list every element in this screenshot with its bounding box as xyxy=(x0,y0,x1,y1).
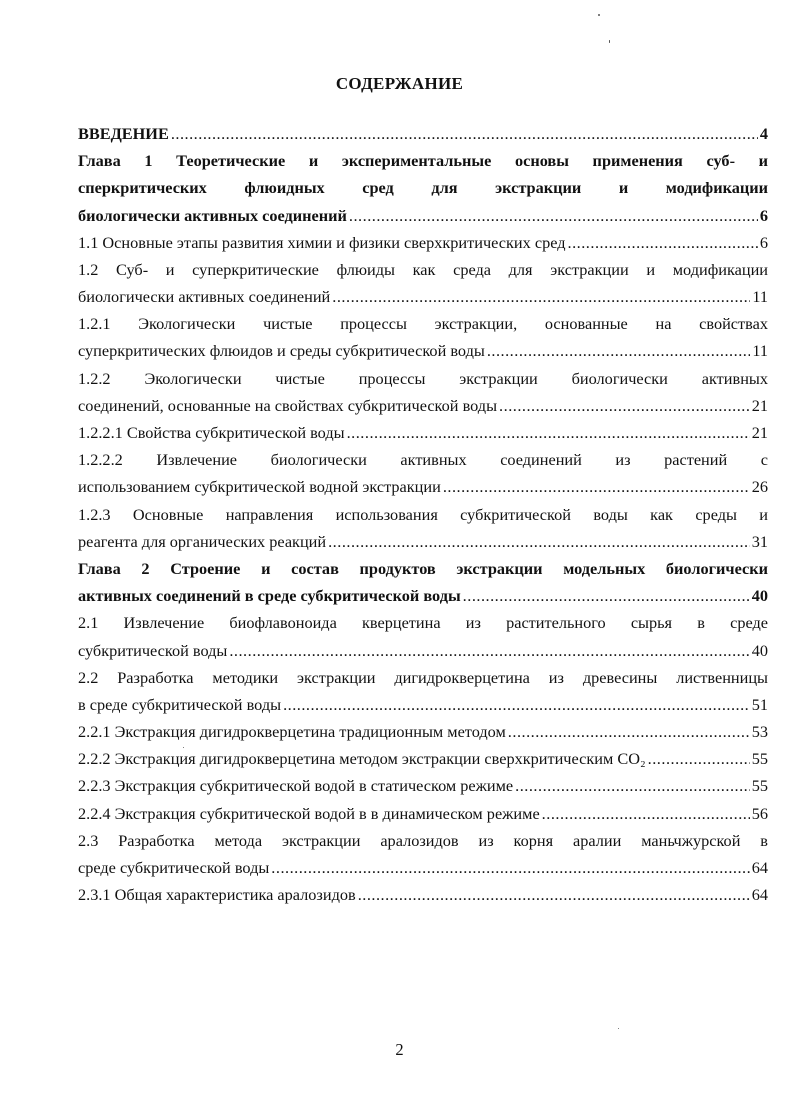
toc-entry-title: реагента для органических реакций xyxy=(78,531,327,551)
dot-leader xyxy=(271,854,749,881)
footer-page-number: 2 xyxy=(395,1040,404,1059)
toc-entry[interactable] xyxy=(78,229,768,256)
toc-entry-title: среде субкритической воды xyxy=(78,858,270,878)
toc-entry-text-line: Глава 2 Строение и состав продуктов экстракции модельных биологически xyxy=(78,559,768,578)
toc-entry-title: 1.2.2.1 Свойства субкритической воды xyxy=(78,423,345,443)
toc-entry-title: ВВЕДЕНИЕ xyxy=(78,123,169,143)
toc-entry[interactable] xyxy=(78,881,768,908)
toc-entry-last-line xyxy=(78,745,768,772)
toc-entry-title: соединений, основанные на свойствах субкритической воды xyxy=(78,395,498,415)
toc-entry-last-line xyxy=(78,419,768,446)
toc-entry-text-line: сперкритических флюидных сред для экстракции и модификации xyxy=(78,178,768,198)
toc-entry-text-line: 2.1 Извлечение биофлавоноида кверцетина из растительного сырья в среде xyxy=(78,613,768,633)
toc-entry[interactable] xyxy=(78,827,768,881)
dot-leader xyxy=(542,800,750,827)
dot-leader xyxy=(328,528,750,555)
toc-entry[interactable] xyxy=(78,745,768,772)
toc-page-number: 40 xyxy=(751,586,768,606)
toc-entry-title: в среде субкритической воды xyxy=(78,694,282,714)
toc-entry-title: активных соединений в среде субкритической воды xyxy=(78,586,461,606)
toc-entry-title: 2.3.1 Общая характеристика аралозидов xyxy=(78,885,356,905)
toc-page-number: 53 xyxy=(751,722,768,742)
toc-entry-last-line xyxy=(78,392,768,419)
toc-entry-text-line: 1.2.2.2 Извлечение биологически активных соединений из растений с xyxy=(78,450,768,470)
toc-entry-last-line xyxy=(78,338,768,365)
scan-speck xyxy=(609,40,610,43)
toc-entry[interactable] xyxy=(78,419,768,446)
toc-entry-title: биологически активных соединений xyxy=(78,287,331,307)
dot-leader xyxy=(358,881,750,908)
toc-entry-text-line: 2.2 Разработка методики экстракции дигидрокверцетина из древесины лиственницы xyxy=(78,667,768,687)
toc-entry-last-line xyxy=(78,800,768,827)
toc-page-number: 21 xyxy=(751,395,768,415)
toc-entry[interactable] xyxy=(78,501,768,555)
table-of-contents xyxy=(78,120,768,908)
toc-entry-title: субкритической воды xyxy=(78,640,228,660)
toc-page-number: 31 xyxy=(751,531,768,551)
toc-entry-title: 2.2.1 Экстракция дигидрокверцетина традиционным методом xyxy=(78,722,506,742)
toc-page-number: 51 xyxy=(751,694,768,714)
toc-entry[interactable] xyxy=(78,664,768,718)
toc-entry-last-line xyxy=(78,283,768,310)
toc-page-number: 40 xyxy=(751,640,768,660)
toc-entry-title: 2.2.3 Экстракция субкритической водой в статическом режиме xyxy=(78,776,514,796)
toc-entry-last-line xyxy=(78,718,768,745)
toc-page-number: 6 xyxy=(759,232,768,252)
toc-entry-last-line xyxy=(78,528,768,555)
toc-page-number: 4 xyxy=(759,123,768,143)
dot-leader xyxy=(443,473,750,500)
toc-entry-last-line xyxy=(78,202,768,229)
toc-entry-text-line: Глава 1 Теоретические и экспериментальные основы применения суб- и xyxy=(78,151,768,171)
toc-entry-text-line: 1.2.1 Экологически чистые процессы экстракции, основанные на свойствах xyxy=(78,314,768,334)
toc-entry[interactable] xyxy=(78,800,768,827)
dot-leader xyxy=(568,229,758,256)
toc-entry-title: 2.2.2 Экстракция дигидрокверцетина методом экстракции сверхкритическим CO₂ xyxy=(78,749,646,769)
scan-speck xyxy=(598,14,600,16)
toc-entry-last-line xyxy=(78,854,768,881)
toc-entry[interactable] xyxy=(78,365,768,419)
toc-entry-text-line: 1.2 Суб- и суперкритические флюиды как среда для экстракции и модификации xyxy=(78,259,768,279)
toc-entry-title: использованием субкритической водной экстракции xyxy=(78,477,441,497)
toc-entry-last-line xyxy=(78,691,768,718)
toc-entry-text-line: 1.2.2 Экологически чистые процессы экстракции биологически активных xyxy=(78,368,768,388)
dot-leader xyxy=(229,637,749,664)
dot-leader xyxy=(171,120,758,147)
toc-entry-last-line xyxy=(78,881,768,908)
toc-page-number: 55 xyxy=(751,749,768,769)
scan-speck xyxy=(183,747,184,748)
toc-entry-last-line xyxy=(78,229,768,256)
toc-page-number: 21 xyxy=(751,423,768,443)
toc-page-number: 11 xyxy=(752,341,768,361)
toc-page-number: 11 xyxy=(752,287,768,307)
toc-entry[interactable] xyxy=(78,256,768,310)
dot-leader xyxy=(515,772,750,799)
toc-entry-title: 1.1 Основные этапы развития химии и физики сверхкритических сред xyxy=(78,232,566,252)
toc-entry[interactable] xyxy=(78,120,768,147)
dot-leader xyxy=(648,745,750,772)
dot-leader xyxy=(499,392,750,419)
dot-leader xyxy=(349,202,758,229)
toc-entry-title: 2.2.4 Экстракция субкритической водой в в динамическом режиме xyxy=(78,803,540,823)
dot-leader xyxy=(347,419,750,446)
toc-entry[interactable] xyxy=(78,555,768,609)
dot-leader xyxy=(283,691,750,718)
toc-entry[interactable] xyxy=(78,147,768,229)
dot-leader xyxy=(487,337,750,364)
dot-leader xyxy=(508,718,750,745)
toc-entry-last-line xyxy=(78,582,768,609)
toc-entry[interactable] xyxy=(78,310,768,364)
toc-page-number: 6 xyxy=(759,205,768,225)
toc-page-number: 64 xyxy=(751,858,768,878)
toc-page-number: 56 xyxy=(751,803,768,823)
toc-page-number: 64 xyxy=(751,885,768,905)
toc-entry-text-line: 2.3 Разработка метода экстракции аралозидов из корня аралии маньчжурской в xyxy=(78,830,768,850)
toc-entry-last-line xyxy=(78,773,768,800)
toc-entry[interactable] xyxy=(78,609,768,663)
toc-entry-title: суперкритических флюидов и среды субкритической воды xyxy=(78,341,485,361)
toc-entry[interactable] xyxy=(78,718,768,745)
dot-leader xyxy=(463,582,750,609)
toc-entry-last-line xyxy=(78,120,768,147)
toc-entry-text-line: 1.2.3 Основные направления использования субкритической воды как среды и xyxy=(78,504,768,524)
toc-entry[interactable] xyxy=(78,773,768,800)
toc-entry-last-line xyxy=(78,637,768,664)
toc-page-number: 55 xyxy=(751,776,768,796)
scan-speck xyxy=(618,1028,619,1029)
toc-entry-last-line xyxy=(78,473,768,500)
toc-entry-title: биологически активных соединений xyxy=(78,205,347,225)
toc-page-number: 26 xyxy=(751,477,768,497)
page-title: СОДЕРЖАНИЕ xyxy=(335,74,464,93)
dot-leader xyxy=(332,283,750,310)
toc-entry[interactable] xyxy=(78,446,768,500)
